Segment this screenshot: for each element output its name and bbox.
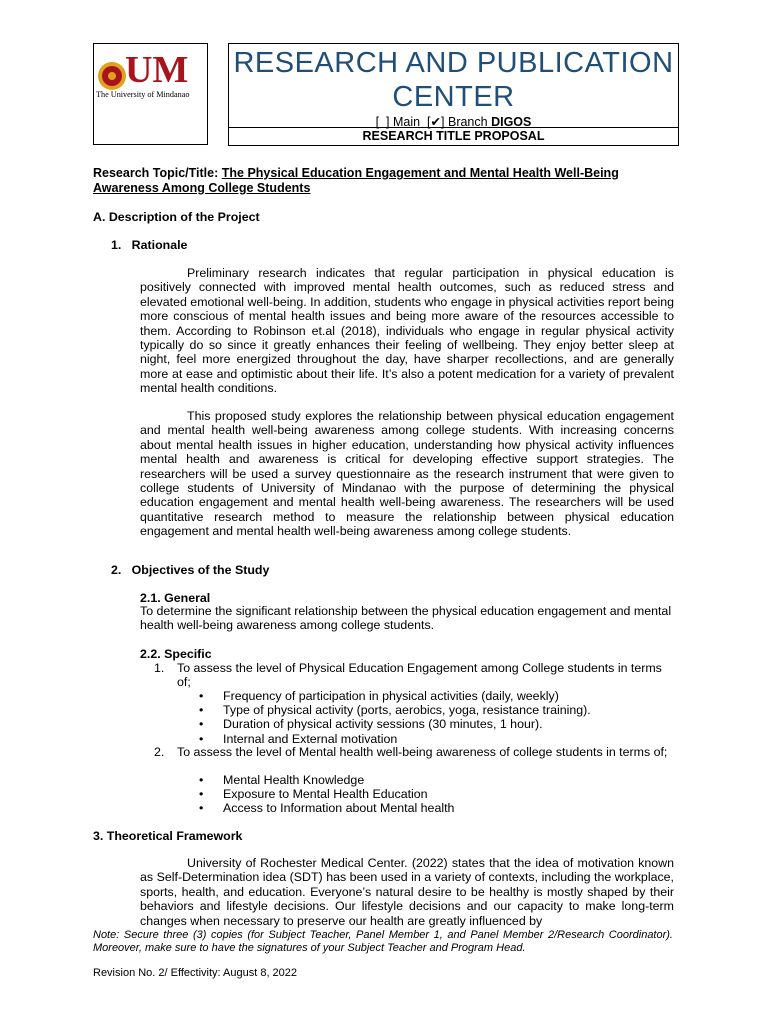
list-item: • Mental Health Knowledge [199, 773, 365, 787]
framework-heading: 3. Theoretical Framework [93, 829, 243, 843]
list-item: • Exposure to Mental Health Education [199, 787, 428, 802]
proposal-label: RESEARCH TITLE PROPOSAL [229, 127, 678, 145]
general-text: To determine the significant relationship between the physical education engagement and mental health well-being awareness among college students. [140, 604, 672, 633]
branch-name: DIGOS [491, 115, 532, 129]
branch-checkbox[interactable]: [✔] [427, 115, 445, 129]
specific-item-1-bullets [199, 689, 669, 746]
topic-title: The Physical Education Engagement and Mental Health Well-Being Awareness Among College Students [93, 166, 619, 195]
footer-note: Note: Secure three (3) copies (for Subject Teacher, Panel Member 1, and Panel Member 2/Research Coordinator). Moreover, make sure to have the signatures of your Subject Teacher and Program Head. [93, 929, 673, 954]
logo-caption: The University of Mindanao [96, 90, 190, 99]
objectives-heading: 2. Objectives of the Study [111, 563, 270, 577]
checkmark-icon: ✔ [430, 115, 442, 129]
list-item: • Frequency of participation in physical activities (daily, weekly) [199, 689, 559, 703]
bullet-icon: • [199, 703, 204, 718]
specific-item-2-bullets [199, 773, 669, 816]
bullet-icon: • [199, 787, 204, 802]
specific-item-1-number: 1. [154, 661, 165, 675]
list-item: • Internal and External motivation [199, 731, 398, 746]
main-checkbox[interactable]: [ ] [375, 115, 390, 129]
list-item: • Access to Information about Mental health [199, 801, 455, 816]
rationale-paragraph-1: Preliminary research indicates that regular participation in physical education is positively connected with improved mental health outcomes, such as reduced stress and elevated emotional well-being. In addition, students who engage in physical activities report being more conscious of mental health issues and being more aware of the resources accessible to them. According to Robinson et.al (2018), individuals who engage in regular physical activity typically do so since it greatly enhances their feeling of wellbeing. They enjoy better sleep at night, feel more energized throughout the day, have sharper recollections, and are generally more at ease and optimistic about their life. It’s also a potent medication for a variety of prevalent mental health conditions. [140, 266, 674, 396]
list-item: • Duration of physical activity sessions (30 minutes, 1 hour). [199, 717, 543, 732]
main-label: Main [393, 115, 421, 129]
bullet-icon: • [199, 801, 204, 816]
bullet-icon: • [199, 731, 204, 746]
topic-label: Research Topic/Title: [93, 166, 219, 180]
section-a-heading: A. Description of the Project [93, 210, 260, 224]
bullet-icon: • [199, 689, 204, 703]
research-topic [93, 166, 668, 196]
logo-text: UM [125, 49, 189, 91]
page-title: RESEARCH AND PUBLICATION CENTER [233, 47, 674, 113]
bullet-icon: • [199, 717, 204, 732]
specific-item-2-text: To assess the level of Mental health well-being awareness of college students in terms of; [177, 745, 668, 759]
rationale-paragraph-2: This proposed study explores the relationship between physical education engagement and mental health well-being awareness among college students. With increasing concerns about mental health issues in higher education, understanding how physical activity influences mental health and awareness is critical for developing effective support strategies. The researchers will be used a survey questionnaire as the research instrument that were given to college students of University of Mindanao with the purpose of determining the physical education engagement and mental health well-being awareness. The researchers will be used quantitative research method to measure the relationship between physical education engagement and mental health well-being awareness among college students. [140, 409, 674, 539]
rationale-heading: 1. Rationale [111, 238, 188, 252]
framework-paragraph: University of Rochester Medical Center. (2022) states that the idea of motivation known as Self-Determination idea (SDT) has been used in a variety of contexts, including the workplace, sports, health, and education. Everyone’s natural desire to be healthy is mostly shaped by their behaviors and lifestyle decisions. Our lifestyle decisions and our capacity to make long-term changes when necessary to preserve our health are greatly influenced by [140, 856, 674, 928]
specific-item-1-text: To assess the level of Physical Education Engagement among College students in terms of; [177, 661, 662, 690]
specific-item-2-number: 2. [154, 745, 165, 759]
title-box [228, 43, 679, 146]
revision-info: Revision No. 2/ Effectivity: August 8, 2022 [93, 967, 298, 979]
specific-heading: 2.2. Specific [140, 647, 212, 661]
logo-box [93, 43, 208, 145]
general-heading: 2.1. General [140, 591, 211, 605]
bullet-icon: • [199, 773, 204, 787]
branch-label: Branch [447, 115, 488, 129]
list-item: • Type of physical activity (ports, aerobics, yoga, resistance training). [199, 703, 591, 718]
